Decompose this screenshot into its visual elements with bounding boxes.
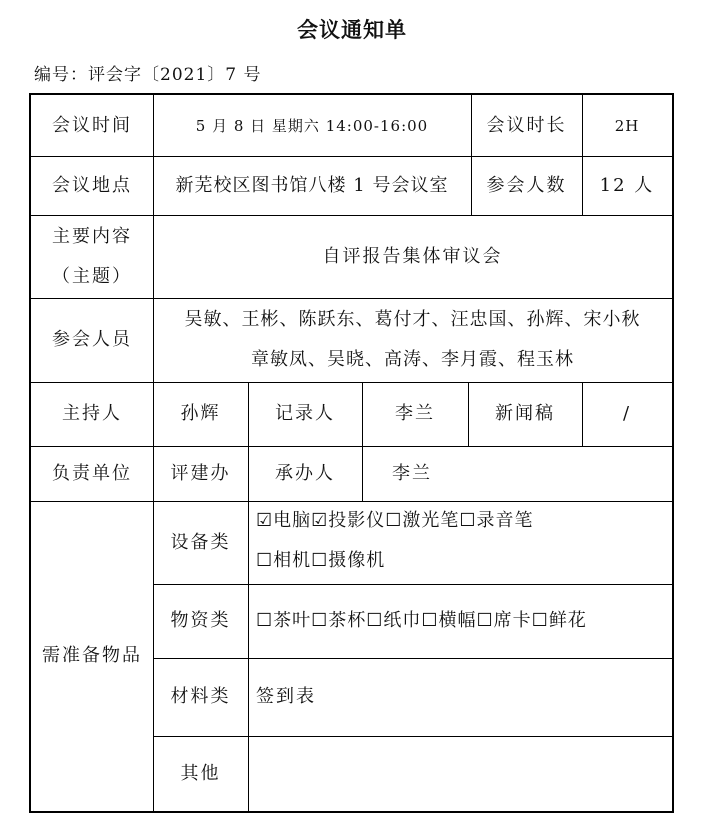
press-release-label: 新闻稿 bbox=[495, 403, 555, 424]
press-release-value: / bbox=[622, 403, 632, 424]
page-title: 会议通知单 bbox=[297, 18, 407, 42]
meeting-time-label: 会议时间 bbox=[52, 114, 132, 136]
meeting-duration-value: 2H bbox=[614, 116, 640, 135]
meeting-time-value: 5 月 8 日 星期六 14:00-16:00 bbox=[195, 116, 429, 135]
topic-value: 自评报告集体审议会 bbox=[322, 245, 503, 267]
documents-label: 材料类 bbox=[170, 686, 231, 707]
attendees-line1: 吴敏、王彬、陈跃东、葛付才、汪忠国、孙辉、宋小秋 bbox=[184, 309, 641, 330]
topic-label-line1: 主要内容 bbox=[52, 225, 132, 247]
materials-label: 需准备物品 bbox=[42, 645, 142, 666]
responsible-unit-label: 负责单位 bbox=[52, 462, 132, 484]
attendee-count-value: 12 人 bbox=[599, 174, 655, 196]
notice-table bbox=[29, 93, 674, 813]
equipment-options-line1: ☑电脑☑投影仪☐激光笔☐录音笔 bbox=[256, 510, 534, 531]
supplies-options: ☐茶叶☐茶杯☐纸巾☐横幅☐席卡☐鲜花 bbox=[256, 610, 587, 631]
meeting-duration-label: 会议时长 bbox=[486, 114, 567, 136]
host-value: 孙辉 bbox=[180, 403, 221, 424]
meeting-place-value: 新芜校区图书馆八楼 1 号会议室 bbox=[175, 174, 449, 196]
documents-value: 签到表 bbox=[256, 686, 316, 707]
equipment-label: 设备类 bbox=[170, 531, 231, 553]
responsible-unit-value: 评建办 bbox=[170, 462, 231, 484]
recorder-value: 李兰 bbox=[395, 403, 435, 424]
meeting-place-label: 会议地点 bbox=[52, 174, 132, 196]
attendees-label: 参会人员 bbox=[52, 329, 132, 350]
other-value bbox=[248, 736, 672, 811]
equipment-options-line2: ☐相机☐摄像机 bbox=[256, 550, 386, 571]
handler-label: 承办人 bbox=[275, 462, 335, 484]
attendees-list bbox=[153, 298, 672, 382]
topic-label bbox=[31, 215, 153, 298]
attendee-count-label: 参会人数 bbox=[486, 174, 567, 196]
host-label: 主持人 bbox=[62, 403, 122, 424]
attendees-line2: 章敏凤、吴晓、高涛、李月霞、程玉林 bbox=[251, 349, 574, 370]
recorder-label: 记录人 bbox=[275, 403, 335, 424]
handler-value: 李兰 bbox=[392, 462, 432, 484]
other-label: 其他 bbox=[180, 762, 221, 784]
topic-label-line2: （主题） bbox=[52, 265, 132, 287]
equipment-options bbox=[248, 501, 672, 584]
supplies-label: 物资类 bbox=[170, 610, 231, 631]
document-number: 编号：评会字〔2021〕7 号 bbox=[34, 65, 262, 85]
